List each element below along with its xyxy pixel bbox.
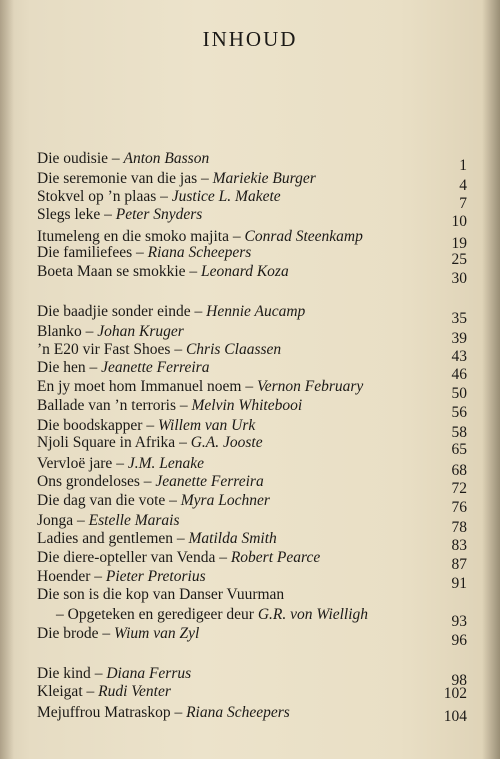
page-edge-shadow bbox=[482, 0, 500, 759]
page-number: 87 bbox=[451, 556, 467, 573]
page-number: 104 bbox=[443, 708, 467, 725]
toc-entry[interactable]: Die seremonie van die jas – Mariekie Burger 4 bbox=[37, 170, 467, 194]
toc-entry[interactable]: Blanko – Johan Kruger 39 bbox=[37, 323, 467, 347]
page-number: 43 bbox=[451, 348, 467, 365]
page-number: 25 bbox=[451, 251, 467, 268]
page-number: 50 bbox=[451, 385, 467, 402]
toc-entry[interactable]: Die diere-opteller van Venda – Robert Pearce 87 bbox=[37, 549, 467, 573]
page-number: 39 bbox=[451, 330, 467, 347]
toc-entry[interactable]: Hoender – Pieter Pretorius 91 bbox=[37, 568, 467, 592]
page-number: 30 bbox=[451, 270, 467, 287]
page-number: 76 bbox=[451, 499, 467, 516]
toc-entry[interactable]: Vervloë jare – J.M. Lenake 68 bbox=[37, 455, 467, 479]
toc-entry[interactable]: Boeta Maan se smokkie – Leonard Koza 30 bbox=[37, 263, 467, 287]
page-number: 96 bbox=[451, 632, 467, 649]
toc-entry[interactable]: Die hen – Jeanette Ferreira 46 bbox=[37, 359, 467, 383]
page-number: 4 bbox=[459, 177, 467, 194]
toc-entry[interactable]: Die dag van die vote – Myra Lochner 76 bbox=[37, 492, 467, 516]
page-number: 98 bbox=[451, 672, 467, 689]
page-number: 56 bbox=[451, 404, 467, 421]
toc-entry[interactable]: Die boodskapper – Willem van Urk 58 bbox=[37, 417, 467, 441]
toc-entry[interactable]: Ballade van ’n terroris – Melvin Whitebooi 56 bbox=[37, 397, 467, 421]
page-number: 65 bbox=[451, 441, 467, 458]
toc-entry[interactable]: ’n E20 vir Fast Shoes – Chris Claassen 43 bbox=[37, 341, 467, 365]
page-number: 68 bbox=[451, 462, 467, 479]
page-title: INHOUD bbox=[202, 27, 298, 51]
page-number: 35 bbox=[451, 310, 467, 327]
toc-entry[interactable]: Die son is die kop van Danser Vuurman bbox=[37, 586, 285, 603]
page-number: 91 bbox=[451, 575, 467, 592]
page-number: 102 bbox=[443, 685, 467, 702]
toc-entry[interactable]: En jy moet hom Immanuel noem – Vernon February 50 bbox=[37, 378, 467, 402]
toc-entry[interactable]: Jonga – Estelle Marais 78 bbox=[37, 512, 467, 536]
toc-entry[interactable]: Die oudisie – Anton Basson 1 bbox=[37, 150, 467, 174]
toc-entry[interactable]: Njoli Square in Afrika – G.A. Jooste 65 bbox=[37, 434, 467, 458]
toc-entry[interactable]: Die familiefees – Riana Scheepers 25 bbox=[37, 244, 467, 268]
page-number: 83 bbox=[451, 537, 467, 554]
page-number: 72 bbox=[451, 480, 467, 497]
toc-entry[interactable]: Ladies and gentlemen – Matilda Smith 83 bbox=[37, 530, 467, 554]
page-number: 93 bbox=[451, 613, 467, 630]
page-number: 58 bbox=[451, 424, 467, 441]
toc-entry[interactable]: Die baadjie sonder einde – Hennie Aucamp 35 bbox=[37, 303, 467, 327]
toc-entry[interactable]: Die kind – Diana Ferrus 98 bbox=[37, 665, 467, 689]
toc-entry-continuation[interactable]: – Opgeteken en geredigeer deur G.R. von Wielligh 93 bbox=[56, 606, 467, 630]
toc-entry[interactable]: Die brode – Wium van Zyl 96 bbox=[37, 625, 467, 649]
page-number: 19 bbox=[451, 235, 467, 252]
page-number: 10 bbox=[451, 213, 467, 230]
toc-entry[interactable]: Itumeleng en die smoko majita – Conrad Steenkamp 19 bbox=[37, 228, 467, 252]
toc-entry[interactable]: Kleigat – Rudi Venter 102 bbox=[37, 683, 467, 702]
page-number: 1 bbox=[459, 157, 467, 174]
toc-entry[interactable]: Mejuffrou Matraskop – Riana Scheepers 104 bbox=[37, 704, 467, 725]
page-number: 46 bbox=[451, 366, 467, 383]
toc-entry[interactable]: Slegs leke – Peter Snyders 10 bbox=[37, 206, 467, 230]
page-gutter-shadow bbox=[0, 0, 14, 759]
page-number: 7 bbox=[459, 195, 467, 212]
page-number: 78 bbox=[451, 519, 467, 536]
toc-entry[interactable]: Stokvel op ’n plaas – Justice L. Makete 7 bbox=[37, 188, 467, 212]
toc-entry[interactable]: Ons grondeloses – Jeanette Ferreira 72 bbox=[37, 473, 467, 497]
